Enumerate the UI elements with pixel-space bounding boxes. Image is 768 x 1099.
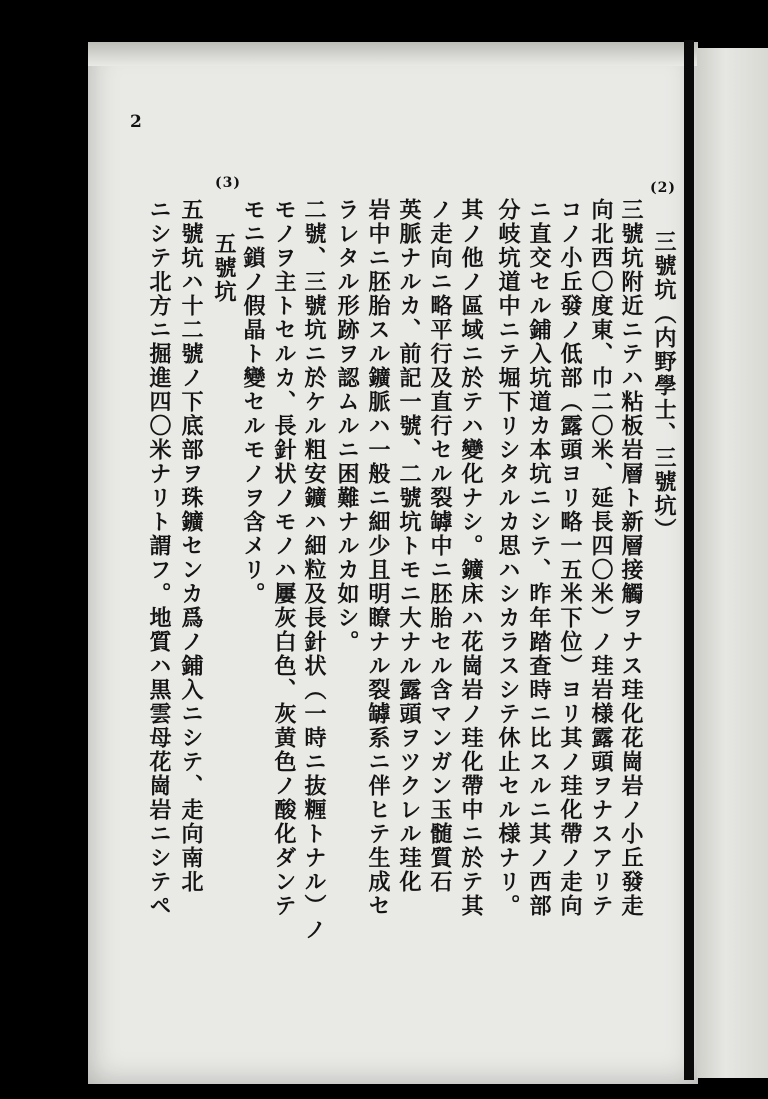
text-column-4: ニ直交セル鋪入坑道カ本坑ニシテ、昨年踏査時ニ比スルニ其ノ西部 <box>526 198 552 918</box>
text-column-8: 英脈ナルカ、前記一號、二號坑トモニ大ナル露頭ヲツクレル珪化 <box>396 198 422 894</box>
book-spine <box>684 40 694 1080</box>
text-column-7: ノ走向ニ略平行及直行セル裂罅中ニ胚胎セル含マンガン玉髄質石 <box>427 198 453 894</box>
text-column-6: 其ノ他ノ區域ニ於テハ變化ナシ。鑛床ハ花崗岩ノ珪化帶中ニ於テ其 <box>458 198 484 918</box>
text-column-2: 向北西〇度東、巾二〇米、延長四〇米）ノ珪岩様露頭ヲナスアリテ <box>588 198 614 918</box>
text-column-11: 二號、三號坑ニ於ケル粗安鑛ハ細粒及長針状（一時ニ抜糎トナル）ノ <box>301 198 327 942</box>
section-number-2: (2) <box>650 180 676 196</box>
facing-page-edge <box>697 48 768 1078</box>
text-column-15: ニシテ北方ニ掘進四〇米ナリト謂フ。地質ハ黒雲母花崗岩ニシテペ <box>146 198 172 918</box>
text-column-10: ラレタル形跡ヲ認ムルニ困難ナルカ如シ。 <box>334 198 360 654</box>
text-column-1: 三號坑附近ニテハ粘板岩層ト新層接觸ヲナス珪化花崗岩ノ小丘發走 <box>618 198 644 918</box>
section-number-3: (3) <box>215 175 241 191</box>
section-heading: 三號坑（内野學士、三號坑） <box>651 230 677 542</box>
text-column-14: 五號坑ハ十二號ノ下底部ヲ珠鑛センカ爲ノ鋪入ニシテ、走向南北 <box>178 198 204 894</box>
text-column-12: モノヲ主トセルカ、長針状ノモノハ屢灰白色、灰黄色ノ酸化ダンテ <box>271 198 297 918</box>
text-column-3: コノ小丘發ノ低部（露頭ヨリ略一五米下位）ヨリ其ノ珪化帶ノ走向 <box>557 198 583 918</box>
page-number: 2 <box>130 112 142 132</box>
text-column-13: モニ鎖ノ假晶ト變セルモノヲ含メリ。 <box>240 198 266 606</box>
text-column-5: 分岐坑道中ニテ堀下リシタルカ思ハシカラスシテ休止セル様ナリ。 <box>495 198 521 918</box>
text-column-9: 岩中ニ胚胎スル鑛脈ハ一般ニ細少且明瞭ナル裂罅系ニ伴ヒテ生成セ <box>365 198 391 918</box>
subsection-heading: 五號坑 <box>211 232 237 304</box>
